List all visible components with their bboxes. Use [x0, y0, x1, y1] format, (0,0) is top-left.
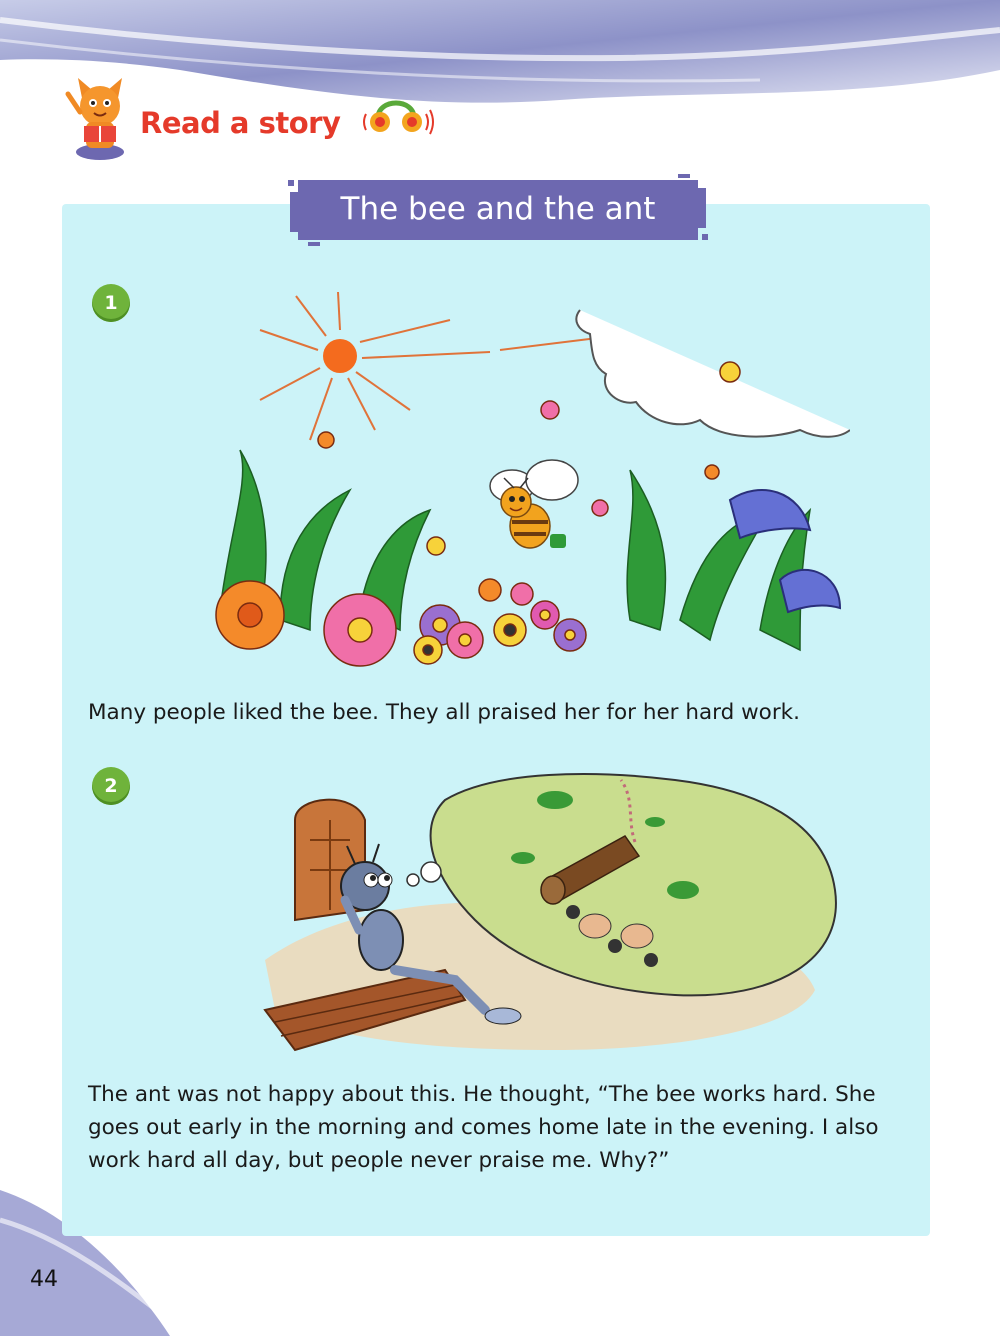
panel-caption: Many people liked the bee. They all praised her for her hard work. — [88, 700, 800, 725]
cat-reading-icon — [60, 72, 140, 164]
page-number: 44 — [30, 1267, 58, 1292]
bee-garden-illustration — [200, 290, 850, 675]
headphones-icon[interactable] — [362, 90, 436, 138]
bee-icon — [490, 460, 578, 548]
panel-number-badge: 1 — [92, 284, 130, 322]
panel-number-badge: 2 — [92, 767, 130, 805]
ant-thinking-illustration — [255, 760, 855, 1065]
section-header — [60, 72, 460, 172]
panel-caption: The ant was not happy about this. He thought, “The bee works hard. She goes out early in the morning and comes home late in the evening. I also work hard all day, but people never praise me. Why?” — [88, 1082, 879, 1173]
sun-icon — [260, 292, 630, 440]
story-title: The bee and the ant — [340, 191, 656, 227]
section-title: Read a story — [140, 106, 341, 140]
